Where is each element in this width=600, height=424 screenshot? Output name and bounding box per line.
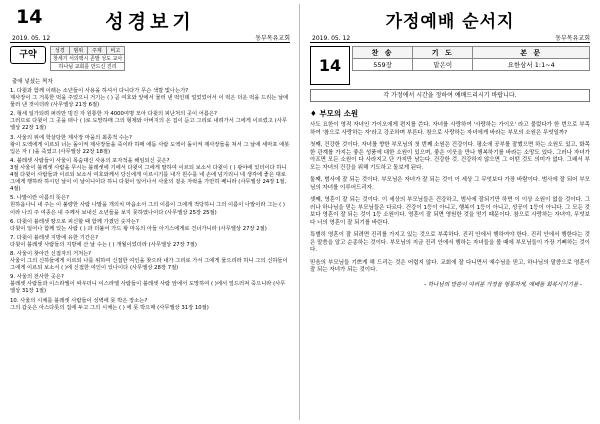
sermon-paragraph: 셋째, 영혼이 잘 되는 것이다. 이 세상의 부모님들은 건강하고, 범사에 잘되기만 하면 이 이상 소원이 없을 것이다. 그러나 하나님을 믿는 부모님들은 다르다. 건강이 1등이 아니고, 행복이 1등이 아니고, 성공이 1등이 아니다. 그 모든 것보다 영혼이 잘 되는 것이 1등 소원이다. 영혼이 잘 되면 영원한 것을 얻기 때문이다. 참으로 사랑하는 자녀야, 무엇보다 너의 영혼이 잘 되기를 바란다.: [310, 197, 590, 226]
table-header-cell: 범위: [69, 47, 88, 55]
sermon-paragraph: 믿음의 부모님들 기쁘게 해 드리는 것은 어렵지 않다. 교회에 잘 다니면서 예수님을 믿고, 하나님의 말씀으로 영혼이 잘 되는 자녀가 되는 것이다.: [310, 259, 590, 273]
prayer-leader: 맡은이: [413, 59, 473, 71]
scripture-passage: 요한삼서 1:1~4: [473, 59, 590, 71]
page-title: 성경보기: [105, 11, 195, 33]
quiz-question: 3. 사울의 위에 학살당한 제사장 마을의 최종적 수는? 왕이 도엑에게 이르되 너는 돌이켜 제사장들을 죽이라 하매 에돔 사람 도엑이 돌이켜 제사장들을 쳐서 그 날에 세마포 에봇 입은 자 ( )을 죽였고 (사무엘상 22장 18절): [10, 134, 290, 155]
bible-quiz-page: [0, 0, 298, 424]
quiz-scope: 출애 넣셨는 찍자: [12, 79, 53, 85]
header-rule: [310, 42, 590, 43]
sermon-title: ♦ 부모의 소원: [310, 109, 359, 118]
table-row: 하나님 교회를 만드신 진리: [51, 63, 125, 71]
table-header-cell: 비고: [106, 47, 125, 55]
table-header-cell: 기 도: [413, 47, 473, 59]
worship-order-table: [352, 46, 590, 71]
quiz-question: 9. 사울의 전사한 곳은? 블레셋 사람들과 이스라엘이 싸우더니 이스라엘 사람들이 블레셋 사람 앞에서 도망하여 ( )에서 엎드러져 죽으니라 (사무엘상 31장 1절): [10, 274, 286, 295]
quiz-question: 1. 다윗과 함께 이래는 소년들이 사용을 하셔서 다니다가 무슨 색깔 빛나는가? 제사장이 그 거룩한 떡을 주었으니 거기는 ( ) 곧 여호와 앞에서 물러 낸 떡인데 얼었었어서 이 떡은 더운 떡을 드리는 날에 물러 낸 것이더라 (사무엘상 21장 6절): [10, 88, 289, 109]
quiz-question: 6. 다윗이 블레셋 땅으로 피신할 때 함께 가졌던 숫자는? 다윗이 일어나 함께 있는 사람 ( ) 과 더불어 가드 왕 마옥의 아들 아기스에게로 건너가니라 (사무엘상 27장 2절): [10, 218, 267, 232]
quiz-question: 4. 블레셋 사람들이 사울이 목숨대신 사용의 포자적을 해임되신 곳은? 3절 사울이 블레셋 사람을 무시는 블레셋에 기에서 다윗이 그에게 말하여 이르되 보소서 다윗이 ( ) 광야에 있더이다 하니 4절 다윗이 사람들과 이르되 보소서 여호와께서 당신에게 이르시기를 내가 원수를 네 손에 넘기리니 네 생각에 좋은 대로 그에게 행하라 하시던 날이 이 날이니이다 하니 다윗이 일어나서 사울의 겉옷 자락을 가만히 베니라 (사무엘상 24장 1절, 4절): [10, 157, 287, 193]
table-row: 창세기 서의맥시 존발 성도 교사: [51, 55, 125, 63]
question-list: [10, 88, 290, 312]
hymn-number: 559장: [353, 59, 413, 71]
worship-note: 각 가정에서 시간을 정하여 예배드리시기 바랍니다.: [310, 89, 590, 102]
quiz-question: 2. 형세 일가되려 퍼리만 빙진 자 원통한 자 4000여명 모아 다윗의 피난처의 곳이 어름은? 그러므로 다윗이 그 곳을 떠나 ( )로 도망하매 그의 형제와 아버지의 온 집이 듣고 그리로 내려가서 그에게 이르렀고 (사무엘상 22장 1절): [10, 111, 287, 132]
left-header: [10, 6, 290, 42]
testament-badge: 구약: [10, 46, 46, 64]
header-rule: [10, 42, 290, 43]
quiz-info-bar: [10, 46, 290, 76]
page-title: 가정예배 순서지: [385, 12, 515, 32]
worship-order: [310, 46, 590, 75]
sermon-paragraph: 특별히 영혼이 잘 되려면 진리를 가지고 있는 것으로 부족하다. 진리 안에서 행하여야 한다. 진리 안에서 행한다는 것은 말씀을 알고 순종하는 것이다. 부모님의 지금 진리 안에서 행하는 자녀들을 볼 때에 부모님들이 가장 기뻐하는 것이다.: [310, 232, 590, 253]
church-name: 동부목유교회: [255, 35, 290, 42]
issue-number: 14: [16, 6, 43, 28]
page-divider: [299, 4, 300, 420]
quiz-question: 5. 나발이란 이름의 뜻은? 원하옵나니 내 주는 이 불량한 사람 나발을 개의치 마옵소서 그의 이름이 그에게 적당하니 그의 이름이 나발이라 그는 ( )이라 나의 주 여종은 내 주께서 보내신 소년들을 보지 못하였나이다 (사무엘상 25장 25절): [10, 195, 285, 216]
issue-date: 2019. 05. 12: [312, 35, 351, 42]
family-worship-page: [302, 0, 600, 424]
table-header-cell: 찬 송: [353, 47, 413, 59]
sermon-paragraph: 둘째, 범사에 잘 되는 것이다. 부모님은 자녀가 잘 되는 것이 이 세상 그 무엇보다 가장 바람이다. 범사에 잘 되어 부모님의 자녀를 이루어드리자.: [310, 177, 590, 191]
quiz-question: 8. 사울이 찾아간 신접자의 거처는? 사울이 그의 신하들에게 이르되 나를 위하여 신접한 여인을 찾으라 내가 그리로 가서 그에게 물으리라 하니 그의 신하들이 그에게 이르되 보소서 ( )에 신접한 여인이 있나이다 (사무엘상 28장 7절): [10, 250, 288, 272]
table-header-cell: 주제: [88, 47, 107, 55]
table-header-cell: 성경: [51, 47, 70, 55]
quiz-question: 7. 다윗이 블레셋 지방에 유한 기간은? 다윗이 블레셋 사람들의 지방에 산 날 수는 ( ) 개월이었더라 (사무엘상 27장 7절): [10, 234, 197, 248]
issue-number-box: 14: [310, 46, 350, 85]
church-name: 동부목유교회: [555, 35, 590, 42]
issue-date: 2019. 05. 12: [12, 35, 51, 42]
right-header: [310, 6, 590, 42]
quiz-question: 10. 사울의 시체를 블레셋 사람들이 성벽에 못 박은 장소는? 그의 갑옷은 아스다롯의 집에 두고 그의 시체는 ( ) 에 못 박으매 (사무엘상 31장 10절): [10, 297, 209, 311]
quiz-info-table: [50, 46, 125, 71]
sermon-paragraph: 사도 요한이 영적 자녀인 가이오에게 편지를 쓴다. 자녀를 사랑하여 '사랑하는 가이오' 라고 불렀다가 한 번으로 부족하여 '참으로 사랑하는 자'라고 강조하며 부른다. 참으로 사랑하는 자녀에게 바라는 부모의 소원은 무엇일까?: [310, 122, 590, 136]
sermon-paragraph: 첫째, 건강한 것이다. 자녀를 향한 부모님의 첫 번째 소원은 건강이다. 평소에 공부를 잘했으면 하는 소원도 있고, 화목한 관계를 가지는 좋은 성품에 대한 소원이 있으며, 좋은 이웃을 만나 행복하기를 바라는 소망도 있다. 그러나 자녀가 아프면 모든 소원이 다 사라지고 단 가지만 남는다. 건강한 것. 건강하지 않으면 그 어떤 것도 의미가 없다. 그래서 부모는 자녀의 건강을 위해 기도하고 돌보게 된다.: [310, 142, 590, 171]
closing-blessing: - 하나님의 말씀이 여러분 가정을 형통하게, 예배를 회복시키기를 -: [424, 281, 582, 288]
table-header-cell: 본 문: [473, 47, 590, 59]
